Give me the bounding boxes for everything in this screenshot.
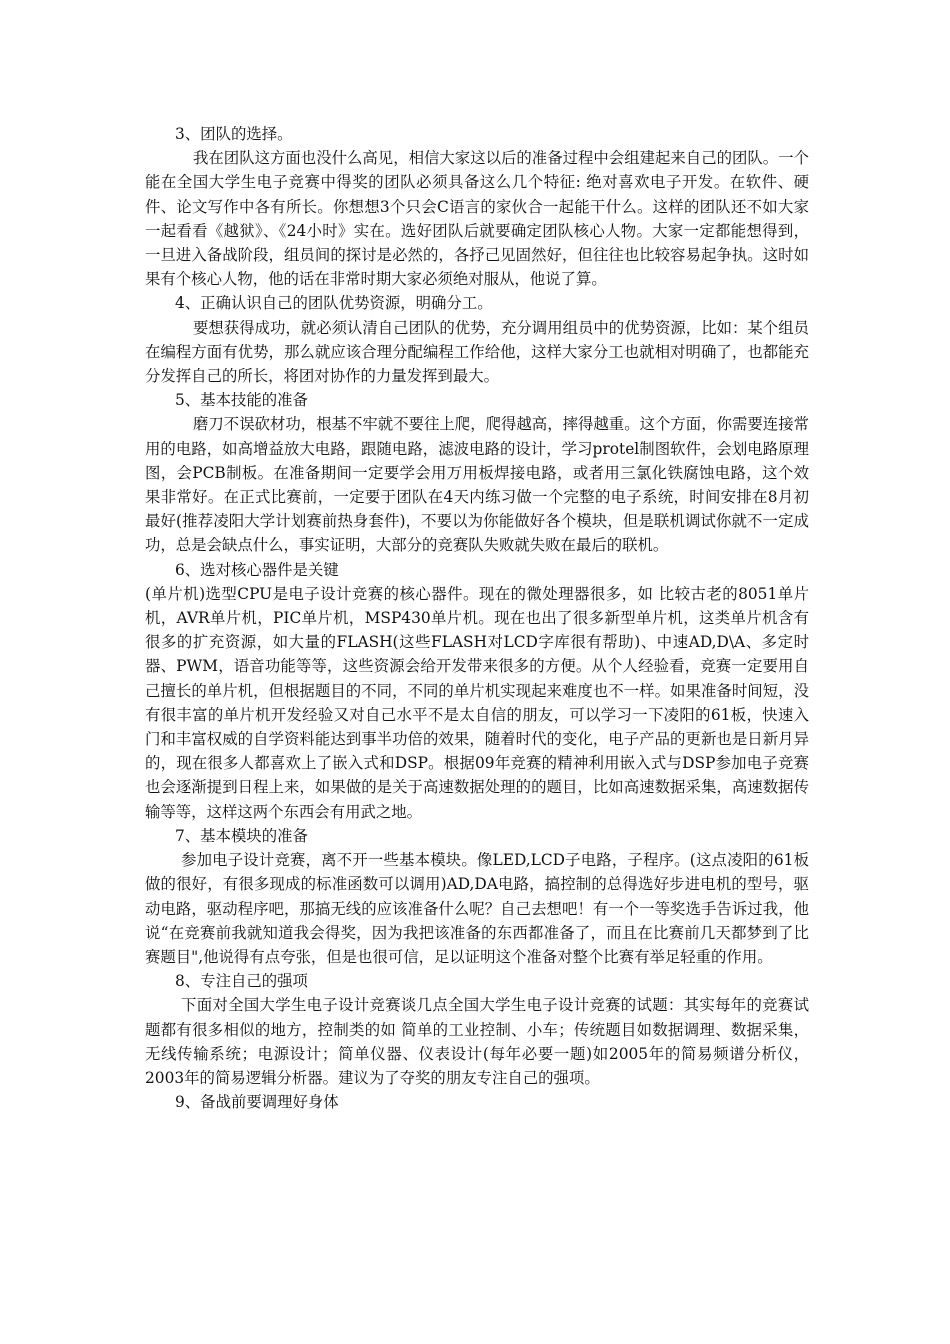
section-heading-7: 7、基本模块的准备: [175, 826, 308, 845]
section-heading-6: 6、选对核心器件是关键: [175, 560, 339, 579]
section-heading-4: 4、正确认识自己的团队优势资源，明确分工。: [175, 294, 493, 313]
section-heading-9: 9、备战前要调理好身体: [175, 1093, 339, 1112]
section-heading-8: 8、专注自己的强项: [175, 972, 308, 991]
section-heading-3: 3、团队的选择。: [175, 125, 293, 143]
section-body-4: 要想获得成功，就必须认清自己团队的优势，充分调用组员中的优势资源，比如：某个组员在编程方面有优势，那么就应该合理分配编程工作给他，这样大家分工也就相对明确了，也都能充分发挥自己的所长，将团对协作的力量发挥到最大。: [145, 318, 809, 386]
document-page: [145, 122, 809, 1114]
section-body-3: 我在团队这方面也没什么高见，相信大家这以后的准备过程中会组建起来自己的团队。一个能在全国大学生电子竞赛中得奖的团队必须具备这么几个特征: 绝对喜欢电子开发。在软件、硬件、论文写作中各有所长。你想想3个只会C语言的家伙合一起能干什么。这样的团队还不如大家一起看看《越狱》、《24小时》实在。选好团队后就要确定团队核心人物。大家一定都能想得到，一旦进入备战阶段，组员间的探讨是必然的，各抒己见固然好，但往往也比较容易起争执。这时如果有个核心人物，他的话在非常时期大家必须绝对服从，他说了算。: [145, 149, 809, 289]
section-body-6: (单片机)选型CPU是电子设计竞赛的核心器件。现在的微处理器很多，如 比较古老的8051单片机，AVR单片机，PIC单片机，MSP430单片机。现在也出了很多新型单片机，这类单片机含有很多的扩充资源，如大量的FLASH(这些FLASH对LCD字库很有帮助)、中速AD,D\A、多定时器、PWM，语音功能等等，这些资源会给开发带来很多的方便。从个人经验看，竞赛一定要用自己擅长的单片机，但根据题目的不同，不同的单片机实现起来难度也不一样。如果准备时间短，没有很丰富的单片机开发经验又对自己水平不是太自信的朋友，可以学习一下凌阳的61板，快速入门和丰富权威的自学资料能达到事半功倍的效果，随着时代的变化，电子产品的更新也是日新月异的，现在很多人都喜欢上了嵌入式和DSP。根据09年竞赛的精神利用嵌入式与DSP参加电子竞赛也会逐渐提到日程上来，如果做的是关于高速数据处理的的题目，比如高速数据采集，高速数据传输等等，这样这两个东西会有用武之地。: [145, 584, 809, 821]
section-heading-5: 5、基本技能的准备: [175, 391, 308, 410]
section-body-8: 下面对全国大学生电子设计竞赛谈几点全国大学生电子设计竞赛的试题：其实每年的竞赛试题都有很多相似的地方，控制类的如 简单的工业控制、小车；传统题目如数据调理、数据采集，无线传输系统；电源设计；简单仪器、仪表设计(每年必要一题)如2005年的简易频谱分析仪，2003年的简易逻辑分析器。建议为了夺奖的朋友专注自己的强项。: [145, 996, 809, 1087]
section-body-7: 参加电子设计竞赛，离不开一些基本模块。像LED,LCD子电路，子程序。(这点凌阳的61板做的很好，有很多现成的标准函数可以调用)AD,DA电路，搞控制的总得选好步进电机的型号，驱动电路，驱动程序吧，那搞无线的应该准备什么呢？自己去想吧！有一个一等奖选手告诉过我，他说“在竞赛前我就知道我会得奖，因为我把该准备的东西都准备了，而且在比赛前几天都梦到了比赛题目",他说得有点夸张，但是也很可信，足以证明这个准备对整个比赛有举足轻重的作用。: [145, 851, 809, 966]
section-body-5: 磨刀不误砍材功，根基不牢就不要往上爬，爬得越高，摔得越重。这个方面，你需要连接常用的电路，如高增益放大电路，跟随电路，滤波电路的设计，学习protel制图软件，会划电路原理图，会PCB制板。在准备期间一定要学会用万用板焊接电路，或者用三氯化铁腐蚀电路，这个效果非常好。在正式比赛前，一定要于团队在4天内练习做一个完整的电子系统，时间安排在8月初最好(推荐凌阳大学计划赛前热身套件)，不要以为你能做好各个模块，但是联机调试你就不一定成功，总是会缺点什么，事实证明，大部分的竞赛队失败就失败在最后的联机。: [145, 415, 809, 555]
